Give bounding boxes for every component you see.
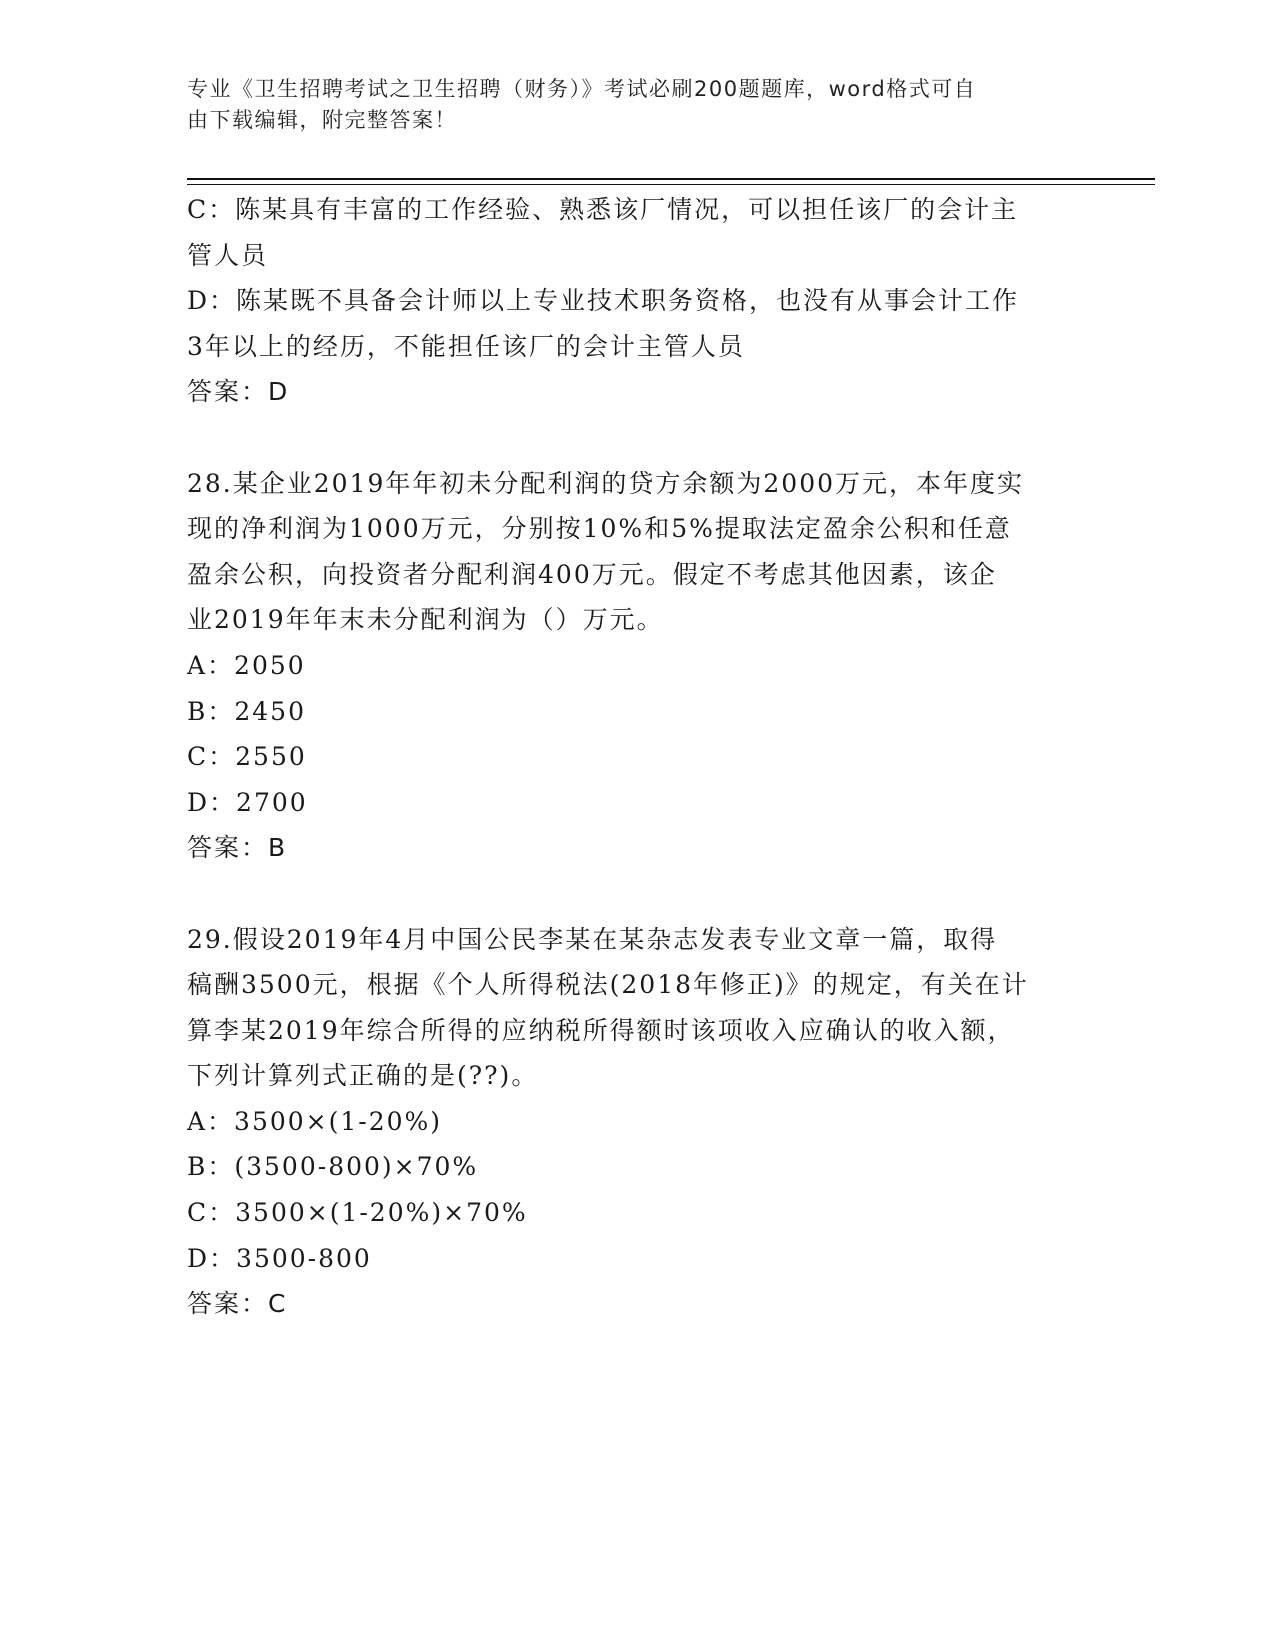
question-28 [187, 461, 1077, 871]
header-divider-thin [187, 184, 1155, 185]
q28-stem-line-2: 现的净利润为1000万元，分别按10%和5%提取法定盈余公积和任意 [187, 514, 1012, 544]
q29-option-c: C：3500×(1-20%)×70% [187, 1198, 528, 1228]
q27-option-d-line-2: 3年以上的经历，不能担任该厂的会计主管人员 [187, 331, 745, 361]
q29-option-b: B：(3500-800)×70% [187, 1152, 479, 1182]
q27-option-d-line-1: D：陈某既不具备会计师以上专业技术职务资格，也没有从事会计工作 [187, 286, 1020, 316]
q29-answer: 答案：C [187, 1289, 288, 1319]
header-line-2: 由下载编辑，附完整答案！ [187, 108, 457, 132]
header-divider-thick [187, 178, 1155, 180]
q27-option-c-line-1: C：陈某具有丰富的工作经验、熟悉该厂情况，可以担任该厂的会计主 [187, 195, 1019, 224]
q29-option-d: D：3500-800 [187, 1243, 372, 1273]
spacer [187, 415, 1077, 461]
q29-stem-line-1: 29.假设2019年4月中国公民李某在某杂志发表专业文章一篇，取得 [187, 924, 998, 954]
q28-stem-line-3: 盈余公积，向投资者分配利润400万元。假定不考虑其他因素，该企 [187, 559, 997, 589]
q28-option-a: A：2050 [187, 650, 306, 680]
q29-stem-line-2: 稿酬3500元，根据《个人所得税法(2018年修正)》的规定，有关在计 [187, 970, 1029, 1000]
q28-option-b: B：2450 [187, 696, 306, 726]
question-27-tail [187, 187, 1077, 415]
q29-stem-line-4: 下列计算列式正确的是(??)。 [187, 1061, 539, 1091]
question-29 [187, 917, 1077, 1327]
q29-stem-line-3: 算李某2019年综合所得的应纳税所得额时该项收入应确认的收入额， [187, 1015, 1015, 1045]
q28-stem-line-1: 28.某企业2019年年初未分配利润的贷方余额为2000万元，本年度实 [187, 468, 1025, 498]
q28-stem-line-4: 业2019年年末未分配利润为（）万元。 [187, 605, 664, 635]
q28-answer: 答案：B [187, 833, 288, 863]
q28-option-c: C：2550 [187, 742, 307, 772]
document-body [187, 187, 1077, 1327]
spacer [187, 871, 1077, 917]
page-header [187, 74, 1087, 136]
q27-answer: 答案：D [187, 377, 290, 407]
q28-option-d: D：2700 [187, 787, 308, 817]
q27-option-c-line-2: 管人员 [187, 240, 269, 270]
header-line-1: 专业《卫生招聘考试之卫生招聘（财务）》考试必刷200题题库，word格式可自 [187, 77, 977, 101]
q29-option-a: A：3500×(1-20%) [187, 1106, 443, 1136]
